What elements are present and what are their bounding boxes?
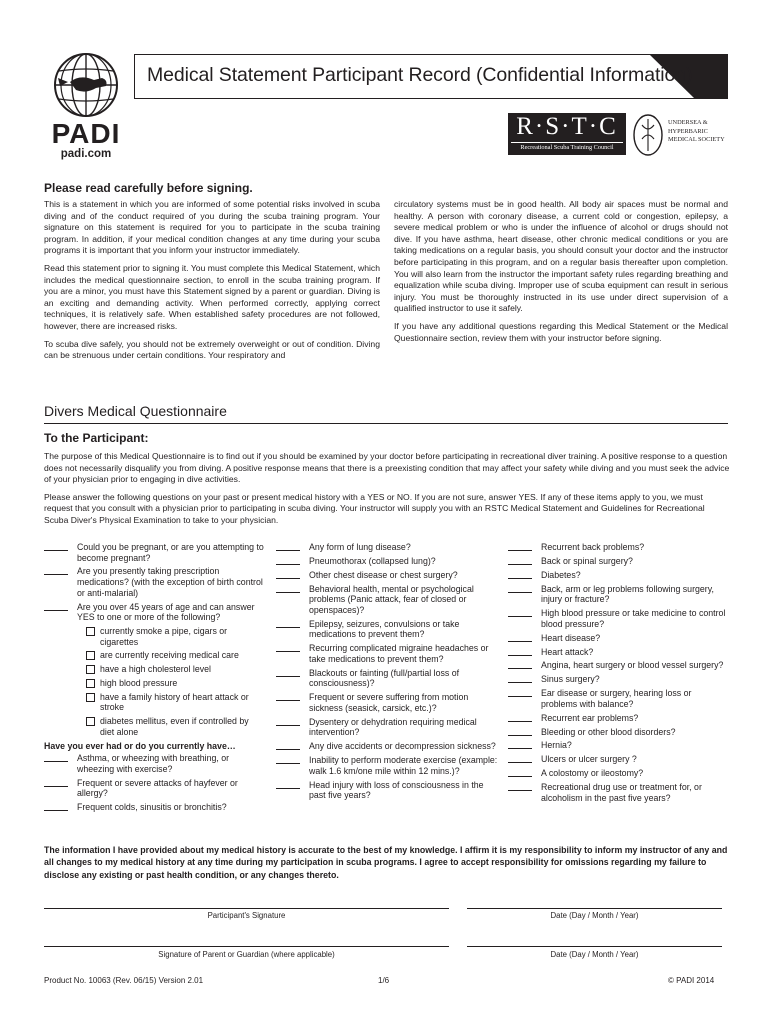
question-item: Back, arm or leg problems following surgery, injury or fracture? bbox=[508, 584, 730, 605]
question-item: Sinus surgery? bbox=[508, 674, 730, 685]
answer-blank[interactable] bbox=[276, 741, 300, 750]
question-item: Recurring complicated migraine headaches or take medications to prevent them? bbox=[276, 643, 498, 664]
answer-blank[interactable] bbox=[276, 643, 300, 652]
question-item: Asthma, or wheezing with breathing, or wheezing with exercise? bbox=[44, 753, 264, 774]
answer-blank[interactable] bbox=[508, 647, 532, 656]
question-item: Recurrent ear problems? bbox=[508, 713, 730, 724]
answer-blank[interactable] bbox=[508, 556, 532, 565]
question-item: Hernia? bbox=[508, 740, 730, 751]
participant-signature-label: Participant's Signature bbox=[207, 911, 286, 920]
date-label-2: Date (Day / Month / Year) bbox=[550, 950, 639, 959]
answer-blank[interactable] bbox=[276, 692, 300, 701]
question-item: Blackouts or fainting (full/partial loss of consciousness)? bbox=[276, 668, 498, 689]
question-item: Recurrent back problems? bbox=[508, 542, 730, 553]
question-item: Bleeding or other blood disorders? bbox=[508, 727, 730, 738]
question-item: High blood pressure or take medicine to control blood pressure? bbox=[508, 608, 730, 629]
answer-blank[interactable] bbox=[276, 780, 300, 789]
sub-item: have a family history of heart attack or stroke bbox=[44, 692, 264, 713]
checkbox[interactable] bbox=[86, 627, 95, 636]
question-item: Epilepsy, seizures, convulsions or take medications to prevent them? bbox=[276, 619, 498, 640]
question-item: Ear disease or surgery, hearing loss or problems with balance? bbox=[508, 688, 730, 709]
question-item: Inability to perform moderate exercise (example: walk 1.6 km/one mile within 12 mins.)? bbox=[276, 755, 498, 776]
answer-blank[interactable] bbox=[508, 584, 532, 593]
answer-blank[interactable] bbox=[508, 674, 532, 683]
answer-blank[interactable] bbox=[276, 668, 300, 677]
globe-diver-icon bbox=[50, 52, 122, 118]
question-item: Head injury with loss of consciousness in the past five years? bbox=[276, 780, 498, 801]
product-number: Product No. 10063 (Rev. 06/15) Version 2.01 bbox=[44, 976, 204, 985]
rstc-letters: R·S·T·C bbox=[516, 113, 618, 140]
answer-blank[interactable] bbox=[508, 727, 532, 736]
question-item: Are you presently taking prescription medications? (with the exception of birth control or anti-malarial) bbox=[44, 566, 264, 598]
questions-column-3 bbox=[508, 542, 730, 807]
answer-blank[interactable] bbox=[508, 782, 532, 791]
rstc-logo bbox=[508, 113, 626, 155]
questionnaire-instructions bbox=[44, 451, 730, 533]
uhms-name: UNDERSEA & HYPERBARIC MEDICAL SOCIETY bbox=[668, 119, 725, 143]
sub-item: high blood pressure bbox=[44, 678, 264, 689]
to-participant-heading: To the Participant: bbox=[44, 431, 149, 445]
answer-blank[interactable] bbox=[508, 660, 532, 669]
intro-left-column bbox=[44, 199, 380, 368]
question-item: Ulcers or ulcer surgery ? bbox=[508, 754, 730, 765]
intro-paragraph: If you have any additional questions regarding this Medical Statement or the Medical Questionnaire section, review them with your instructor before signing. bbox=[394, 320, 728, 343]
answer-blank[interactable] bbox=[276, 755, 300, 764]
question-item: Frequent colds, sinusitis or bronchitis? bbox=[44, 802, 264, 813]
sub-item: diabetes mellitus, even if controlled by diet alone bbox=[44, 716, 264, 737]
guardian-signature-line[interactable] bbox=[44, 946, 449, 947]
instruction-paragraph: The purpose of this Medical Questionnaire is to find out if you should be examined by your doctor before participating in recreational diver training. A positive response to a question does not necessarily disqualify you from diving. A positive response means that there is a preexisting condition that may affect your safety while diving and you must seek the advice of your physician prior to engaging in dive activities. bbox=[44, 451, 730, 485]
answer-blank[interactable] bbox=[276, 717, 300, 726]
answer-blank[interactable] bbox=[508, 542, 532, 551]
answer-blank[interactable] bbox=[276, 556, 300, 565]
question-item: Any dive accidents or decompression sickness? bbox=[276, 741, 498, 752]
question-item: Are you over 45 years of age and can answer YES to one or more of the following? bbox=[44, 602, 264, 623]
answer-blank[interactable] bbox=[276, 619, 300, 628]
answer-blank[interactable] bbox=[508, 608, 532, 617]
question-item: A colostomy or ileostomy? bbox=[508, 768, 730, 779]
questionnaire-title: Divers Medical Questionnaire bbox=[44, 403, 227, 419]
intro-paragraph: To scuba dive safely, you should not be extremely overweight or out of condition. Diving can be strenuous under certain conditions. Your respiratory and bbox=[44, 338, 380, 361]
read-carefully-heading: Please read carefully before signing. bbox=[44, 181, 253, 195]
answer-blank[interactable] bbox=[508, 570, 532, 579]
sub-item: have a high cholesterol level bbox=[44, 664, 264, 675]
answer-blank[interactable] bbox=[44, 542, 68, 551]
answer-blank[interactable] bbox=[44, 753, 68, 762]
padi-logo bbox=[50, 52, 122, 161]
question-item: Any form of lung disease? bbox=[276, 542, 498, 553]
answer-blank[interactable] bbox=[508, 633, 532, 642]
page-title: Medical Statement Participant Record (Confidential Information) bbox=[147, 64, 693, 86]
question-item: Pneumothorax (collapsed lung)? bbox=[276, 556, 498, 567]
checkbox[interactable] bbox=[86, 693, 95, 702]
copyright: © PADI 2014 bbox=[668, 976, 715, 985]
question-item: Could you be pregnant, or are you attempting to become pregnant? bbox=[44, 542, 264, 563]
checkbox[interactable] bbox=[86, 651, 95, 660]
answer-blank[interactable] bbox=[44, 566, 68, 575]
answer-blank[interactable] bbox=[508, 754, 532, 763]
padi-wordmark: PADI bbox=[51, 118, 121, 149]
checkbox[interactable] bbox=[86, 717, 95, 726]
question-item: Frequent or severe attacks of hayfever or allergy? bbox=[44, 778, 264, 799]
question-item: Heart disease? bbox=[508, 633, 730, 644]
have-you-heading: Have you ever had or do you currently have… bbox=[44, 740, 236, 751]
questions-column-2 bbox=[276, 542, 498, 804]
affirmation-statement: The information I have provided about my medical history is accurate to the best of my knowledge. I affirm it is my responsibility to inform my instructor of any and all changes to my medical history at any time during my participation in scuba programs. I agree to accept responsibility for omissions regarding my failure to disclose any existing or past health condition, or any changes thereto. bbox=[44, 845, 728, 880]
sub-item: currently smoke a pipe, cigars or cigarettes bbox=[44, 626, 264, 647]
answer-blank[interactable] bbox=[276, 570, 300, 579]
question-item: Heart attack? bbox=[508, 647, 730, 658]
question-item: Other chest disease or chest surgery? bbox=[276, 570, 498, 581]
question-item: Angina, heart surgery or blood vessel surgery? bbox=[508, 660, 730, 671]
answer-blank[interactable] bbox=[508, 740, 532, 749]
instruction-paragraph: Please answer the following questions on your past or present medical history with a YES or NO. If you are not sure, answer YES. If any of these items apply to you, we must request that you consult with a physician prior to participating in scuba diving. Your instructor will supply you with an RSTC Medical Statement and Guidelines for Recreational Scuba Diver's Physical Examination to take to your physician. bbox=[44, 491, 705, 525]
page-number: 1/6 bbox=[378, 976, 390, 985]
padi-url: padi.com bbox=[60, 148, 112, 160]
question-item: Diabetes? bbox=[508, 570, 730, 581]
question-item: Back or spinal surgery? bbox=[508, 556, 730, 567]
intro-paragraph: This is a statement in which you are informed of some potential risks involved in scuba diving and of the conduct required of you during the scuba training program. Your signature on this statement is required for you to participate in the scuba training program. In addition, if your medical condition changes at any time during your scuba programs it is important that you inform your instructor immediately. bbox=[44, 199, 380, 256]
date-label-1: Date (Day / Month / Year) bbox=[550, 911, 639, 920]
section-divider bbox=[44, 423, 728, 424]
intro-paragraph: circulatory systems must be in good health. All body air spaces must be normal and healthy. A person with coronary disease, a current cold or congestion, epilepsy, a severe medical problem or who is under the influence of alcohol or drugs should not dive. If you have asthma, heart disease, other chronic medical conditions or you are taking medications on a regular basis, you should consult your doctor and the instructor before participating in this program, and on a regular basis thereafter upon completion. You will also learn from the instructor the important safety rules regarding breathing and equalization while scuba diving. Improper use of scuba equipment can result in serious injury. You must be thoroughly instructed in its use under direct supervision of a qualified instructor to use it safely. bbox=[394, 199, 728, 314]
question-item: Behavioral health, mental or psychological problems (Panic attack, fear of closed or openspaces)? bbox=[276, 584, 498, 616]
rstc-name: Recreational Scuba Training Council bbox=[511, 142, 623, 151]
answer-blank[interactable] bbox=[44, 778, 68, 787]
checkbox[interactable] bbox=[86, 665, 95, 674]
date-line-1[interactable] bbox=[467, 908, 722, 909]
question-item: Dysentery or dehydration requiring medical intervention? bbox=[276, 717, 498, 738]
answer-blank[interactable] bbox=[276, 584, 300, 593]
intro-paragraph: Read this statement prior to signing it. You must complete this Medical Statement, which includes the medical questionnaire section, to enroll in the scuba training program. If you are a minor, you must have this Statement signed by a parent or guardian. Diving is an exciting and demanding activity. When performed correctly, applying correct techniques, it is relatively safe. When established safety procedures are not followed, however, there are increased risks. bbox=[44, 262, 380, 331]
uhms-emblem-icon bbox=[632, 113, 664, 157]
answer-blank[interactable] bbox=[44, 602, 68, 611]
answer-blank[interactable] bbox=[508, 688, 532, 697]
answer-blank[interactable] bbox=[508, 713, 532, 722]
answer-blank[interactable] bbox=[44, 802, 68, 811]
intro-right-column bbox=[394, 199, 728, 350]
date-line-2[interactable] bbox=[467, 946, 722, 947]
answer-blank[interactable] bbox=[276, 542, 300, 551]
questions-column-1 bbox=[44, 542, 264, 816]
sub-item: are currently receiving medical care bbox=[44, 650, 264, 661]
checkbox[interactable] bbox=[86, 679, 95, 688]
question-item: Recreational drug use or treatment for, or alcoholism in the past five years? bbox=[508, 782, 730, 803]
participant-signature-line[interactable] bbox=[44, 908, 449, 909]
question-item: Frequent or severe suffering from motion sickness (seasick, carsick, etc.)? bbox=[276, 692, 498, 713]
guardian-signature-label: Signature of Parent or Guardian (where applicable) bbox=[158, 950, 335, 959]
answer-blank[interactable] bbox=[508, 768, 532, 777]
